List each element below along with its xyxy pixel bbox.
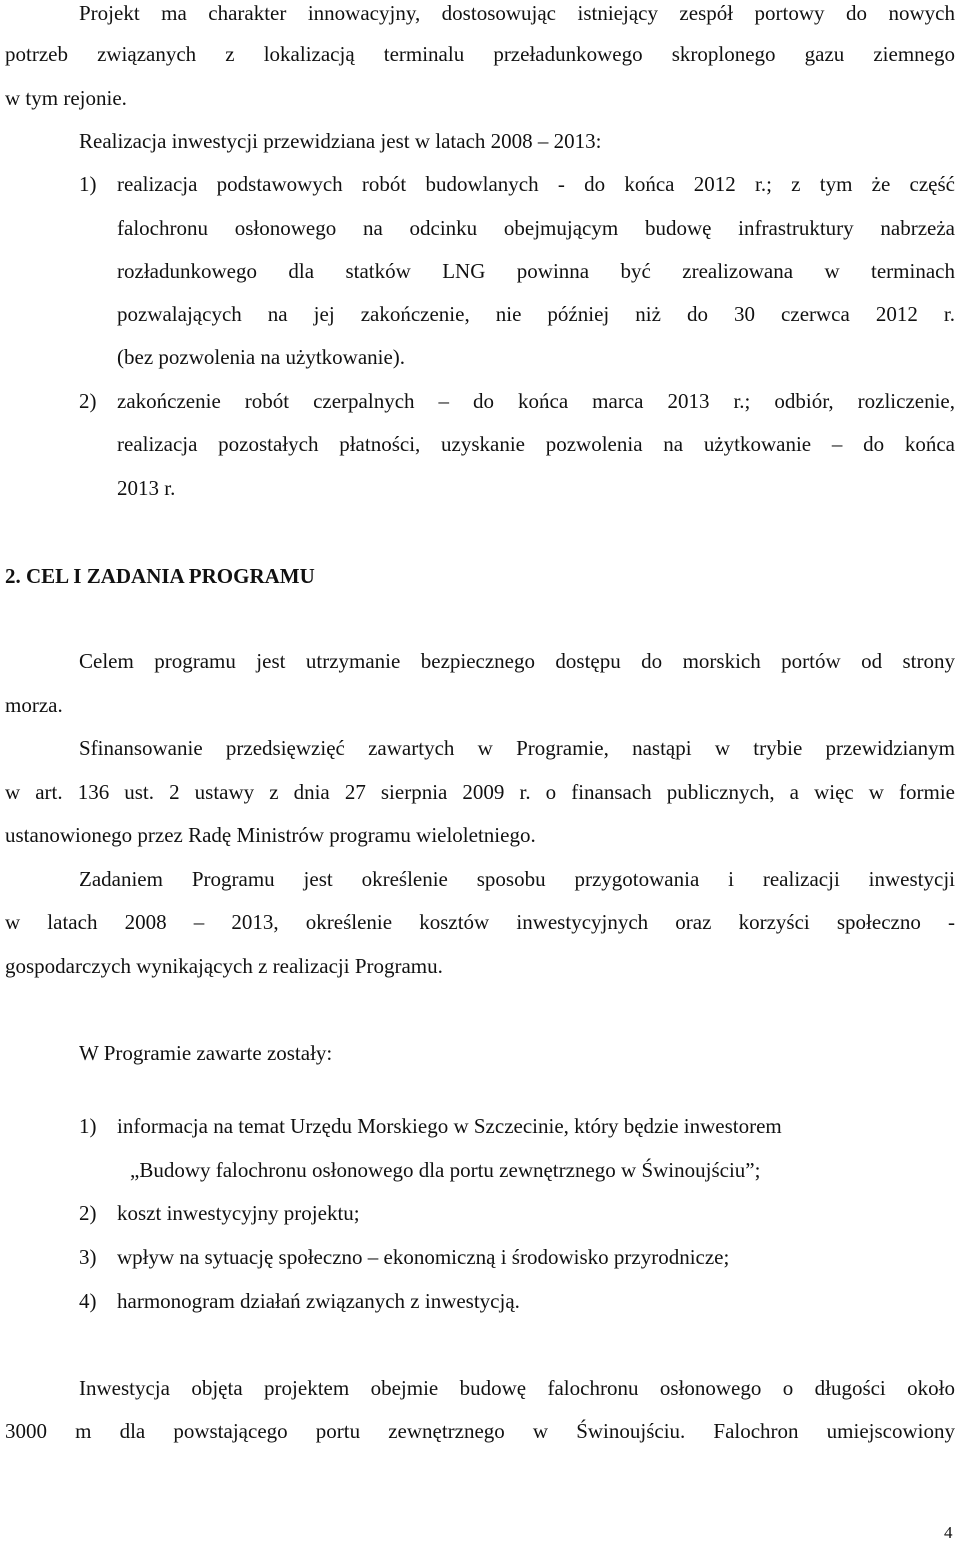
contents-item-1-number: 1) [79,1114,97,1138]
intro-line-1: Projekt ma charakter innowacyjny, dostosowując istniejący zespół portowy do nowych [79,1,955,25]
financing-line-3: ustanowionego przez Radę Ministrów programu wieloletniego. [5,823,536,847]
contents-item-4-line-1: harmonogram działań związanych z inwestycją. [117,1289,520,1313]
contents-item-1-line-1: informacja na temat Urzędu Morskiego w Szczecinie, który będzie inwestorem [117,1114,782,1138]
cel-line-2: morza. [5,693,63,717]
contents-item-2-line-1: koszt inwestycyjny projektu; [117,1201,360,1225]
closing-line-1: Inwestycja objęta projektem obejmie budowę falochronu osłonowego o długości około [79,1376,955,1400]
schedule-item-2-line-3: 2013 r. [117,476,176,500]
schedule-item-2-number: 2) [79,389,97,413]
schedule-item-2-line-2: realizacja pozostałych płatności, uzyskanie pozwolenia na użytkowanie – do końca [117,432,955,456]
financing-line-1: Sfinansowanie przedsięwzięć zawartych w Programie, nastąpi w trybie przewidzianym [79,736,955,760]
contents-item-4-number: 4) [79,1289,97,1313]
schedule-item-2-line-1: zakończenie robót czerpalnych – do końca marca 2013 r.; odbiór, rozliczenie, [117,389,955,413]
section-heading: 2. CEL I ZADANIA PROGRAMU [5,564,315,588]
contents-item-1-line-2: „Budowy falochronu osłonowego dla portu zewnętrznego w Świnoujściu”; [130,1158,761,1182]
realizacja-line: Realizacja inwestycji przewidziana jest w latach 2008 – 2013: [79,129,602,153]
intro-line-3: w tym rejonie. [5,86,127,110]
closing-line-2: 3000 m dla powstającego portu zewnętrznego w Świnoujściu. Falochron umiejscowiony [5,1419,955,1443]
contents-item-2-number: 2) [79,1201,97,1225]
contents-item-3-line-1: wpływ na sytuację społeczno – ekonomiczną i środowisko przyrodnicze; [117,1245,730,1269]
schedule-item-1-line-2: falochronu osłonowego na odcinku obejmującym budowę infrastruktury nabrzeża [117,216,955,240]
schedule-item-1-line-5: (bez pozwolenia na użytkowanie). [117,345,406,369]
cel-line-1: Celem programu jest utrzymanie bezpiecznego dostępu do morskich portów od strony [79,649,955,673]
task-line-1: Zadaniem Programu jest określenie sposobu przygotowania i realizacji inwestycji [79,867,955,891]
intro-line-2: potrzeb związanych z lokalizacją terminalu przeładunkowego skroplonego gazu ziemnego [5,42,955,66]
schedule-item-1-line-3: rozładunkowego dla statków LNG powinna być zrealizowana w terminach [117,259,955,283]
schedule-item-1-number: 1) [79,172,97,196]
contents-intro: W Programie zawarte zostały: [79,1041,333,1065]
contents-item-3-number: 3) [79,1245,97,1269]
task-line-2: w latach 2008 – 2013, określenie kosztów inwestycyjnych oraz korzyści społeczno - [5,910,955,934]
page-number: 4 [944,1523,953,1542]
schedule-item-1-line-4: pozwalających na jej zakończenie, nie później niż do 30 czerwca 2012 r. [117,302,955,326]
schedule-item-1-line-1: realizacja podstawowych robót budowlanych - do końca 2012 r.; z tym że część [117,172,955,196]
task-line-3: gospodarczych wynikających z realizacji Programu. [5,954,443,978]
financing-line-2: w art. 136 ust. 2 ustawy z dnia 27 sierpnia 2009 r. o finansach publicznych, a więc w formie [5,780,955,804]
